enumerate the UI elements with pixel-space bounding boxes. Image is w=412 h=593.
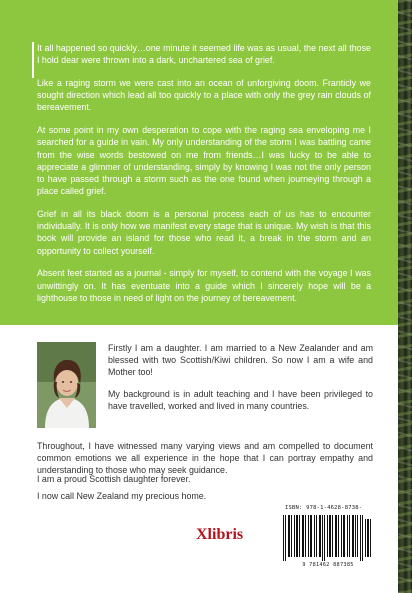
- blurb-paragraph-3: At some point in my own desperation to cope with the raging sea enveloping me I searched for a guide in vain. My only understanding of the storm I was battling came from the wise words bestowed on me from friends…I was lucky to be able to appreciate a glimmer of understanding, simply by knowing I was not the only person to have passed through a storm such as the one found when journeying through a place called grief.: [37, 125, 371, 197]
- blurb-paragraph-5: Absent feet started as a journal - simply for myself, to contend with the voyage I was unwittingly on. It has eventuate into a guide which I sincerely hope will be a lighthouse to those in need of light on the journey of bereavement.: [37, 268, 371, 303]
- bio-paragraph-3-block: [37, 440, 373, 477]
- bio-paragraph-4: I am a proud Scottish daughter forever.: [37, 474, 191, 484]
- bio-paragraph-2: My background is in adult teaching and I have been privileged to have travelled, worked and lived in many countries.: [108, 388, 373, 411]
- author-portrait-illustration: [37, 342, 96, 428]
- blurb-paragraph-4: Grief in all its black doom is a personal process each of us has to encounter individually. It is only how we manifest every stage that is unique. My wish is that this book will provide an island for those who read it, a break in the storm and an opportunity to collect yourself.: [37, 209, 371, 256]
- barcode-bars: [281, 511, 373, 561]
- bio-paragraph-5-block: [37, 490, 373, 502]
- blurb-paragraph-1: It all happened so quickly…one minute it seemed life was as usual, the next all those I hold dear were thrown into a dark, unchartered sea of grief.: [37, 43, 371, 66]
- author-photo: [37, 342, 96, 428]
- bio-paragraph-5: I now call New Zealand my precious home.: [37, 491, 207, 501]
- opening-quote-bar: [32, 42, 34, 78]
- bio-paragraph-1: Firstly I am a daughter. I am married to a New Zealander and am blessed with two Scottish/Kiwi children. So now I am a wife and Mother too!: [108, 343, 373, 378]
- publisher-logo: Xlibris: [196, 526, 244, 543]
- author-bio-wrapped: [108, 342, 373, 421]
- spine-foliage-image: [398, 0, 412, 593]
- isbn-barcode: [281, 511, 373, 561]
- isbn-label: ISBN: 978-1-4628-8738-: [285, 505, 363, 511]
- blurb-text: [37, 42, 371, 315]
- bio-paragraph-4-block: [37, 473, 373, 485]
- barcode-digits: 9 781462 887385: [302, 562, 354, 568]
- bio-paragraph-3: Throughout, I have witnessed many varying views and am compelled to document common emotions we all experience in the hope that I can portray empathy and understanding to those who may seek guidance.: [37, 441, 373, 476]
- blurb-paragraph-2: Like a raging storm we were cast into an ocean of unforgiving doom. Franticly we sought direction which lead all too quickly to a place with only the grey rain clouds of bereavement.: [37, 78, 371, 113]
